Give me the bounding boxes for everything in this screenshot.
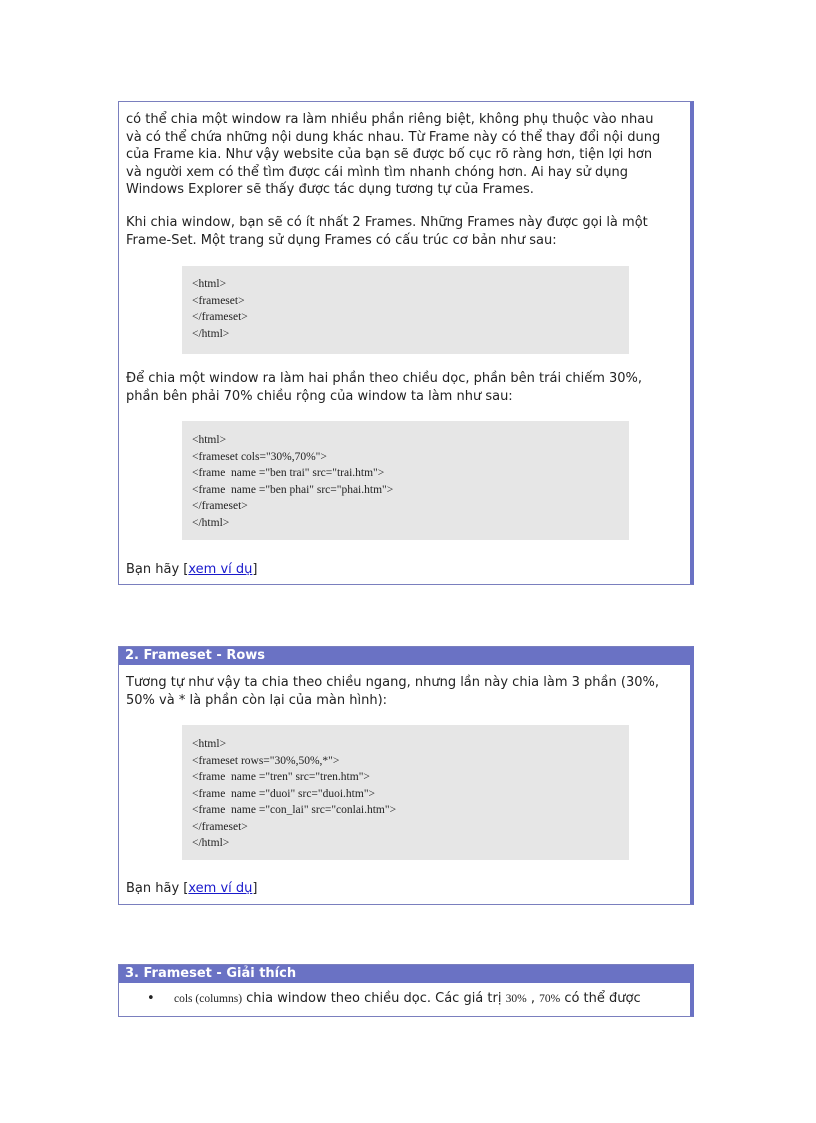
value-70: 70% (539, 993, 561, 1005)
code-line: <frameset cols="30%,70%"> (192, 450, 327, 463)
code-line: <frameset> (192, 294, 245, 307)
text-line: phần bên phải 70% chiều rộng của window ta làm như sau: (126, 388, 513, 404)
separator: , (526, 991, 540, 1006)
code-line: </html> (192, 327, 230, 340)
code-line: </html> (192, 837, 230, 849)
text-line: và người xem có thể tìm được cái mình tìm nhanh chóng hơn. Ai hay sử dụng (126, 164, 628, 180)
try-prefix: Bạn hãy [ (126, 881, 189, 896)
code-line: <frame name ="duoi" src="duoi.htm"> (192, 787, 376, 800)
paragraph-frameset-def (126, 214, 648, 249)
try-suffix: ] (252, 562, 258, 577)
text-line: Tương tự như vậy ta chia theo chiều ngang, nhưng lần này chia làm 3 phần (30%, (126, 675, 659, 690)
text-line: của Frame kia. Như vậy website của bạn sẽ được bố cục rõ ràng hơn, tiện lợi hơn (126, 147, 653, 162)
section-2-box (118, 646, 694, 905)
bullet-text (174, 991, 641, 1006)
try-example-line (126, 561, 257, 579)
value-30: 30% (505, 993, 527, 1005)
bullet-icon: • (147, 991, 155, 1006)
code-line: <frame name ="ben trai" src="trai.htm"> (192, 467, 385, 479)
text: có thể được (560, 991, 641, 1006)
code-line: <html> (192, 434, 227, 446)
code-block-cols (182, 421, 629, 540)
text-line: Để chia một window ra làm hai phần theo chiều dọc, phần bên trái chiếm 30%, (126, 371, 643, 386)
code-line: <frame name ="tren" src="tren.htm"> (192, 771, 370, 783)
paragraph-frames-intro (126, 111, 660, 199)
section-3-header: 3. Frameset - Giải thích (119, 965, 690, 983)
text-line: Frame-Set. Một trang sử dụng Frames có cấu trúc cơ bản như sau: (126, 232, 557, 248)
section-2-header: 2. Frameset - Rows (119, 647, 690, 665)
section-1-box (118, 101, 694, 585)
code-line: <frame name ="con_lai" src="conlai.htm"> (192, 804, 397, 816)
paragraph-rows-intro (126, 674, 659, 709)
section-3-box (118, 964, 694, 1017)
example-link[interactable]: xem ví dụ (188, 881, 253, 896)
code-line: <html> (192, 278, 227, 290)
code-block-basic (182, 266, 629, 354)
text-line: và có thể chứa những nội dung khác nhau. Từ Frame này có thể thay đổi nội dung (126, 129, 661, 145)
text-line: Windows Explorer sẽ thấy được tác dụng tương tự của Frames. (126, 182, 534, 197)
text: chia window theo chiều dọc. Các giá trị (242, 991, 506, 1006)
code-line: </html> (192, 516, 230, 529)
bullet-item-cols (119, 985, 690, 1015)
try-suffix: ] (252, 881, 258, 896)
code-line: </frameset> (192, 820, 248, 833)
code-line: <html> (192, 738, 227, 750)
try-example-line (126, 880, 257, 898)
term-cols: cols (columns) (174, 993, 243, 1005)
code-block-rows (182, 725, 629, 860)
code-line: <frame name ="ben phai" src="phai.htm"> (192, 483, 394, 496)
paragraph-cols-intro (126, 370, 642, 405)
example-link[interactable]: xem ví dụ (188, 562, 253, 577)
text-line: Khi chia window, bạn sẽ có ít nhất 2 Frames. Những Frames này được gọi là một (126, 215, 648, 230)
code-line: <frameset rows="30%,50%,*"> (192, 754, 340, 767)
text-line: 50% và * là phần còn lại của màn hình): (126, 692, 388, 708)
code-line: </frameset> (192, 500, 248, 512)
text-line: có thể chia một window ra làm nhiều phần riêng biệt, không phụ thuộc vào nhau (126, 112, 654, 127)
code-line: </frameset> (192, 311, 248, 323)
try-prefix: Bạn hãy [ (126, 562, 189, 577)
